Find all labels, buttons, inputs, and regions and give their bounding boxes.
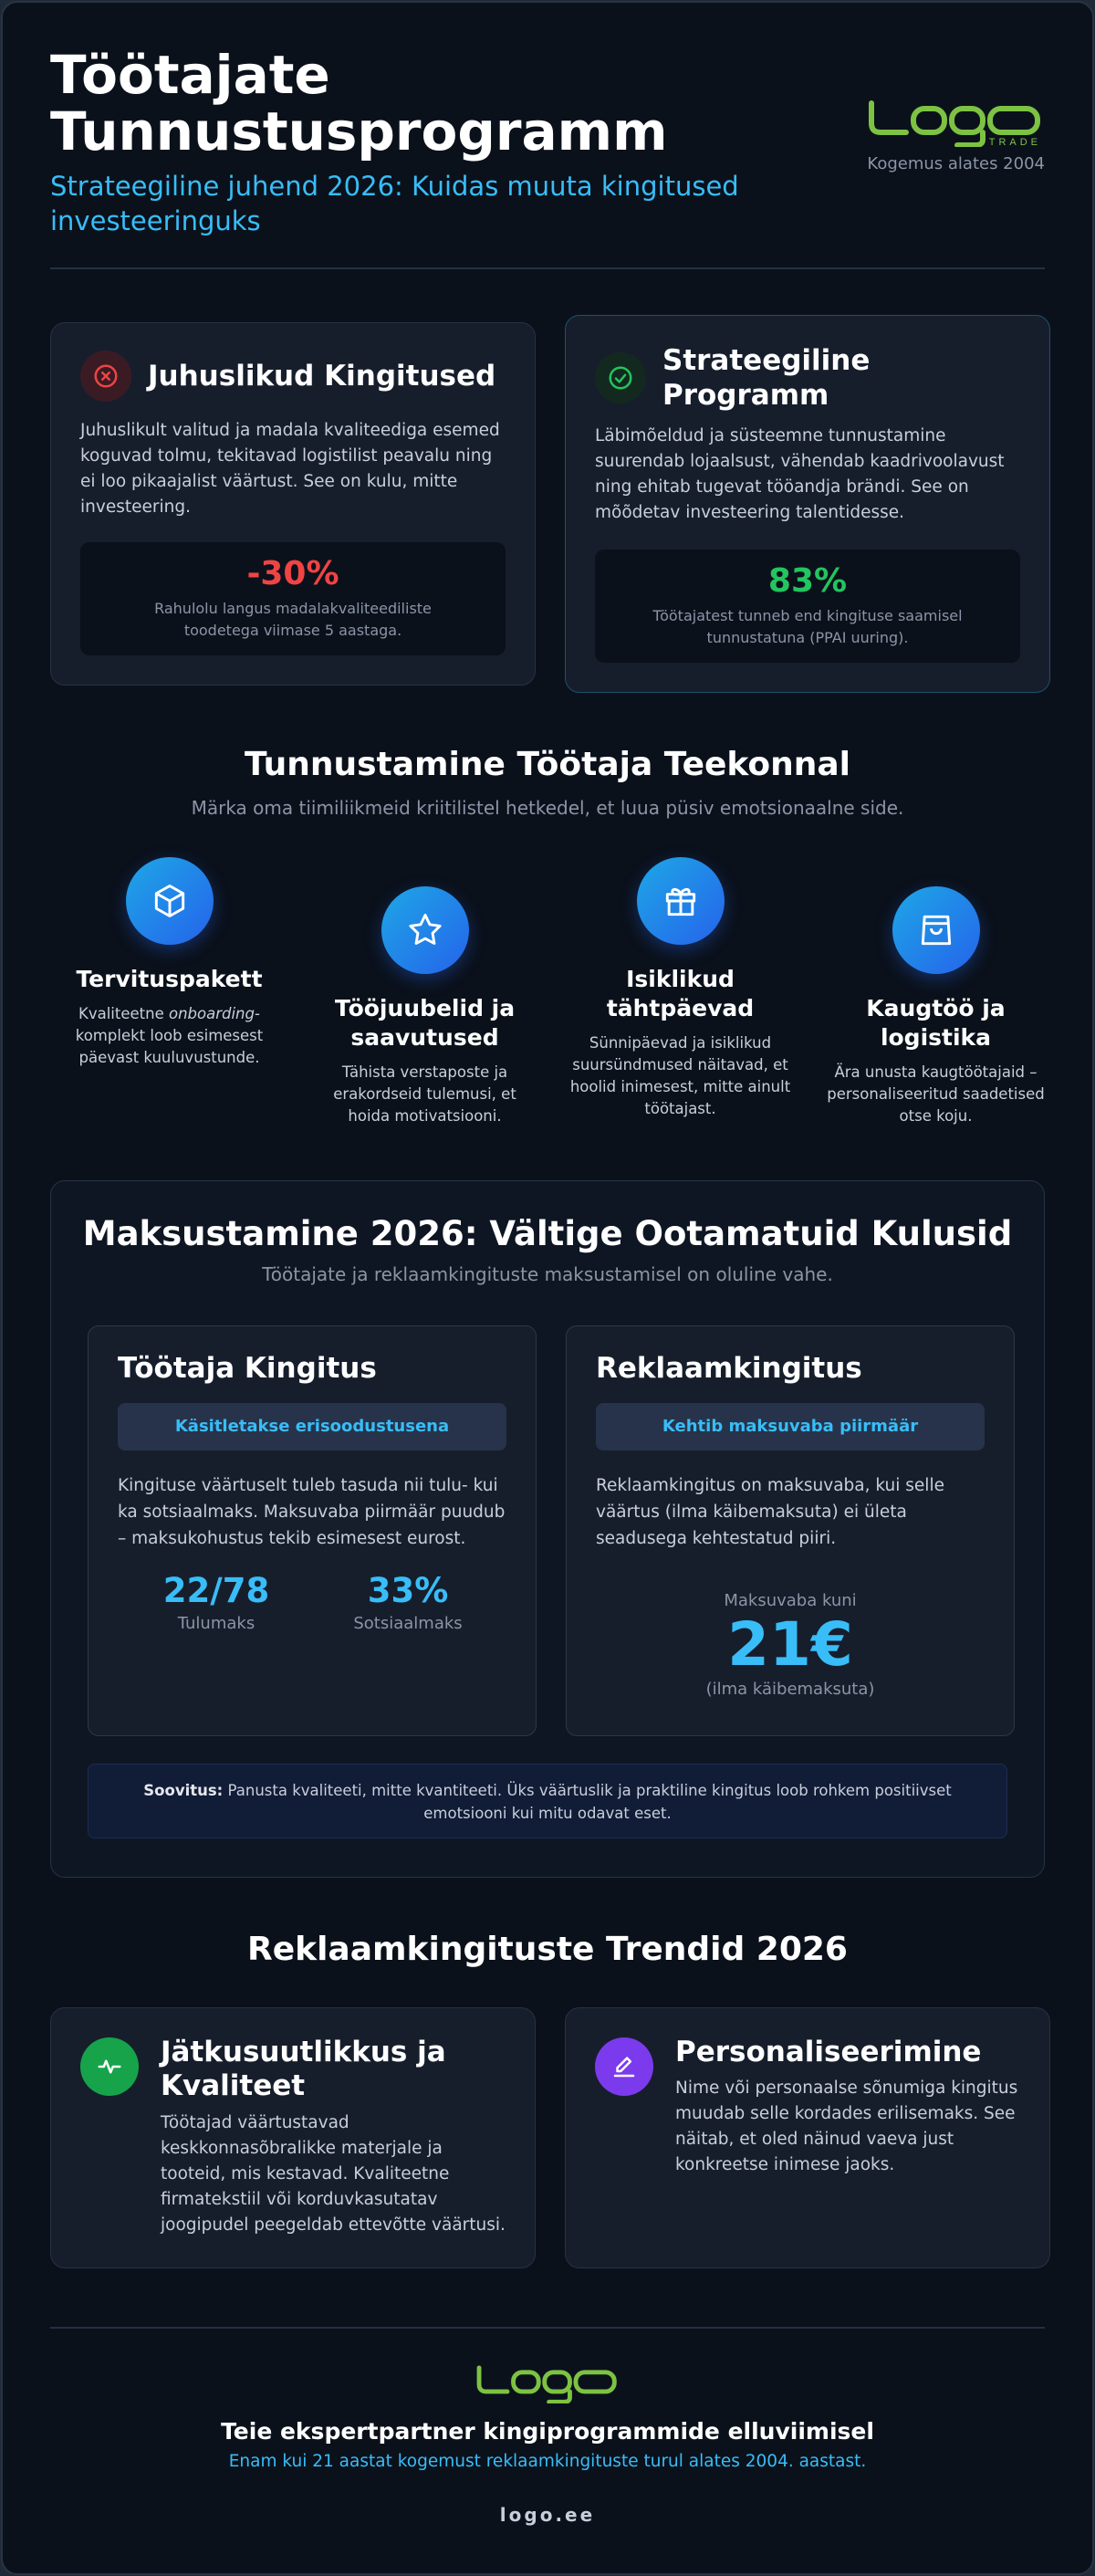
tax-panel	[50, 1180, 1045, 1878]
journey-step-personal-dates	[564, 857, 797, 1120]
step-description: Sünnipäevad ja isiklikud suursündmused näitavad, et hoolid inimesest, mitte ainult töötajast.	[569, 1034, 791, 1117]
promo-gift-badge: Kehtib maksuvaba piirmäär	[596, 1403, 985, 1450]
step-title: Tervituspakett	[76, 966, 263, 992]
trend-title: Personaliseerimine	[675, 2036, 982, 2068]
tax-title: Maksustamine 2026: Vältige Ootamatuid Kulusid	[82, 1214, 1013, 1253]
strategic-program-card	[565, 315, 1050, 693]
page-subtitle: Strateegiline juhend 2026: Kuidas muuta kingitused investeeringuks	[50, 171, 739, 236]
promo-gift-card	[566, 1325, 1015, 1736]
random-gifts-stat-box	[80, 542, 506, 655]
journey-step-welcome	[53, 857, 286, 1069]
journey-title: Tunnustamine Töötaja Teekonnal	[245, 746, 850, 783]
promo-gift-text: Reklaamkingitus on maksuvaba, kui selle väärtus (ilma käibemaksuta) ei ületa seadusega kehtestatud piiri.	[596, 1476, 944, 1548]
income-tax-value: 22/78	[162, 1571, 270, 1610]
tax-free-note: (ilma käibemaksuta)	[705, 1680, 875, 1699]
social-tax-value: 33%	[367, 1571, 449, 1610]
trend-personalization	[565, 2007, 1050, 2268]
star-icon	[381, 886, 469, 974]
step-description: Kvaliteetne onboarding-komplekt loob esimesest päevast kuuluvustunde.	[75, 1005, 264, 1066]
tax-free-value: 21€	[727, 1609, 853, 1680]
income-tax-label: Tulumaks	[177, 1614, 256, 1633]
footer-divider	[50, 2327, 1045, 2329]
infographic-page	[1, 1, 1094, 2575]
strategic-program-stat: 83%	[767, 562, 848, 600]
box-icon	[126, 857, 214, 945]
strategic-program-title: Strateegiline Programm	[662, 344, 871, 412]
employee-gift-badge: Käsitletakse erisoodustusena	[118, 1403, 506, 1450]
footer-subtext: Enam kui 21 aastat kogemust reklaamkingituste turul alates 2004. aastast.	[228, 2452, 867, 2471]
step-title: Kaugtöö ja logistika	[866, 995, 1006, 1051]
trend-title: Jätkusuutlikkus ja Kvaliteet	[161, 2036, 446, 2102]
trend-text: Töötajad väärtustavad keskkonnasõbralikke materjale ja tooteid, mis kestavad. Kvaliteetne firmatekstiil või korduvkasutatav joogipudel peegeldab ettevõtte väärtusi.	[161, 2113, 506, 2235]
step-title: Isiklikud tähtpäevad	[606, 966, 755, 1021]
promo-gift-title: Reklaamkingitus	[596, 1352, 862, 1385]
social-tax-stat	[317, 1571, 499, 1633]
social-tax-label: Sotsiaalmaks	[353, 1614, 463, 1633]
random-gifts-stat: -30%	[246, 555, 339, 592]
step-title: Tööjuubelid ja saavutused	[334, 995, 516, 1051]
header	[50, 44, 1045, 236]
journey-step-remote-work	[819, 886, 1052, 1127]
advice-label: Soovitus:	[143, 1782, 224, 1799]
logo-trade-mark	[866, 98, 1045, 147]
tax-free-limit	[567, 1591, 1014, 1699]
income-tax-stat	[125, 1571, 308, 1633]
footer-headline: Teie ekspertpartner kingiprogrammide elluviimisel	[221, 2418, 874, 2445]
header-divider	[50, 267, 1045, 269]
strategic-program-text: Läbimõeldud ja süsteemne tunnustamine suurendab lojaalsust, vähendab kaadrivoolavust ning ehitab tugevat tööandja brändi. See on mõõdetav investeering talentidesse.	[595, 426, 1005, 522]
footer-domain-link[interactable]: logo.ee	[499, 2504, 596, 2526]
tax-subtitle: Töötajate ja reklaamkingituste maksustamisel on oluline vahe.	[262, 1263, 833, 1285]
page-title: Töötajate Tunnustusprogramm	[50, 44, 668, 162]
random-gifts-stat-caption: Rahulolu langus madalakvaliteediliste toodetega viimase 5 aastaga.	[154, 600, 432, 639]
step-description: Tähista verstaposte ja erakordseid tulemusi, et hoida motivatsiooni.	[333, 1063, 516, 1125]
advice-text: Panusta kvaliteeti, mitte kvantiteeti. Üks väärtuslik ja praktiline kingitus loob rohkem positiivset emotsiooni kui mitu odavat eset.	[223, 1782, 952, 1822]
x-circle-icon	[80, 351, 131, 402]
strategic-program-stat-box	[595, 550, 1020, 663]
logo-tagline: Kogemus alates 2004	[867, 154, 1045, 173]
strategic-program-stat-caption: Töötajatest tunneb end kingituse saamisel tunnustatuna (PPAI uuring).	[652, 607, 963, 646]
shopping-bag-icon	[892, 886, 980, 974]
check-circle-icon	[595, 352, 646, 403]
advice-banner	[88, 1764, 1007, 1838]
edit-icon	[595, 2037, 653, 2096]
step-description: Ära unusta kaugtöötajaid – personaliseeritud saadetised otse koju.	[827, 1063, 1045, 1125]
employee-gift-card	[88, 1325, 537, 1736]
logo[interactable]	[862, 98, 1045, 173]
random-gifts-card	[50, 322, 536, 686]
activity-icon	[80, 2037, 139, 2096]
employee-gift-text: Kingituse väärtuselt tuleb tasuda nii tulu- kui ka sotsiaalmaks. Maksuvaba piirmäär puudub – maksukohustus tekib esimesest eurost.	[118, 1476, 506, 1548]
gift-icon	[637, 857, 725, 945]
trends-title: Reklaamkingituste Trendid 2026	[247, 1931, 848, 1968]
journey-step-anniversaries	[308, 886, 541, 1127]
employee-gift-title: Töötaja Kingitus	[118, 1352, 377, 1385]
trend-text: Nime või personaalse sõnumiga kingitus muudab selle kordades erilisemaks. See näitab, et oled näinud vaeva just konkreetse inimese jaoks.	[675, 2079, 1018, 2174]
random-gifts-text: Juhuslikult valitud ja madala kvaliteediga esemed koguvad tolmu, tekitavad logistilist peavalu ning ei loo pikaajalist väärtust. See on kulu, mitte investeering.	[80, 421, 500, 517]
random-gifts-title: Juhuslikud Kingitused	[148, 360, 496, 393]
journey-subtitle: Märka oma tiimiliikmeid kriitilistel hetkedel, et luua püsiv emotsionaalne side.	[191, 797, 904, 819]
footer-logo[interactable]	[471, 2363, 624, 2403]
footer	[50, 2363, 1045, 2526]
trend-sustainability	[50, 2007, 536, 2268]
tax-free-label: Maksuvaba kuni	[724, 1591, 857, 1610]
logo-subtext: TRADE	[988, 137, 1041, 147]
